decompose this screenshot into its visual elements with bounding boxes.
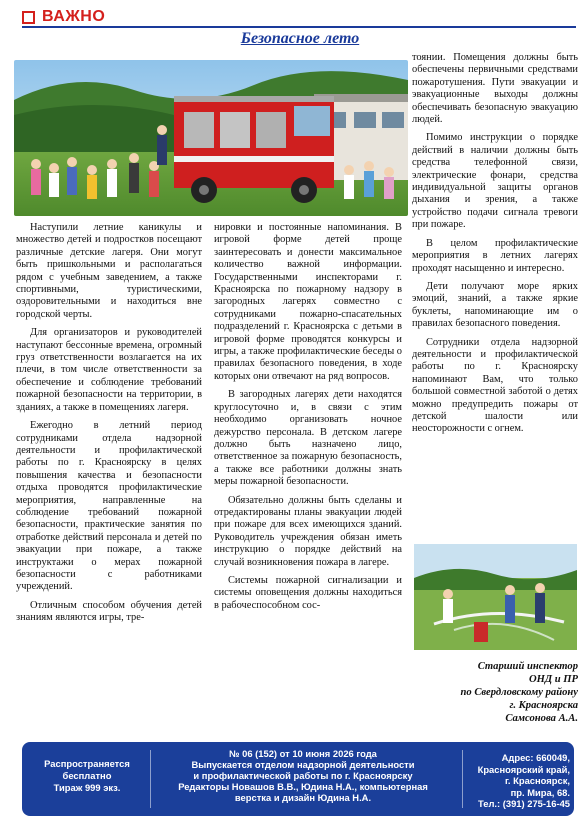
footer-line: Выпускается отделом надзорной деятельности xyxy=(191,759,415,770)
article-title: Безопасное лето xyxy=(240,30,360,47)
footer-publisher xyxy=(158,748,448,803)
signature-line: Старший инспектор xyxy=(477,661,578,672)
footer-line: Тираж 999 экз. xyxy=(53,782,121,793)
footer-line: Красноярский край, xyxy=(477,763,570,775)
footer-line: Редакторы Новашов В.В., Юдина Н.А., компьютерная xyxy=(178,781,428,792)
fire-truck-photo-image xyxy=(14,60,408,216)
article-column-2 xyxy=(214,222,402,730)
article-column-1 xyxy=(16,222,202,730)
signature-line: г. Красноярска xyxy=(509,700,578,711)
paragraph: нировки и постоянные напоминания. В игровой форме детей проще заинтересовать и донести максимальное количество важной информации. Государственными инспекторами г. Красноярска по пожарному надзору в загородных лагерях совместно с сотрудниками пожарно-спасательных подразделений г. Красноярска с детьми в игровой форме проводятся конкурсы и игры, а также профилактические беседы о правилах безопасного поведения, в ходе которых они отвечают на ряд вопросов. xyxy=(214,222,402,382)
paragraph: В целом профилактические мероприятия в летних лагерях проходят насыщенно и интересно. xyxy=(412,237,578,274)
author-signature xyxy=(412,660,578,725)
paragraph: Ежегодно в летний период сотрудниками отдела надзорной деятельности и профилактической работы по г. Красноярску в целях повышения качества и безопасности отдыха проводятся профилактические мероприятия, направленные на соблюдение требований пожарной безопасности, практические занятия по отработке действий персонала и детей по эвакуации при пожаре, а также инструктажи о мерах пожарной безопасности с работниками учреждений. xyxy=(16,420,202,593)
children-hose-photo xyxy=(414,544,577,650)
paragraph: Наступили летние каникулы и множество детей и подростков посещают различные детские лагеря. Они могут быть пришкольными и располагаться рядом с учебным заведением, а также спортивными, туристическими, оздоровительными и находиться вне городской черты. xyxy=(16,222,202,320)
article-column-3 xyxy=(412,52,578,540)
checkbox-square-icon xyxy=(22,11,35,24)
paragraph: В загородных лагерях дети находятся круглосуточно и, в связи с этим необходимо организовать ночное дежурство персонала. В детском лагере должно быть назначено лицо, ответственное за пожарную безопасность, а также все работники должны знать меры пожарной безопасности. xyxy=(214,389,402,488)
paragraph: Обязательно должны быть сделаны и отредактированы планы эвакуации людей при пожаре для всех имеющихся зданий. Руководитель учреждения обязан иметь инструкцию о порядке действий на случай возникновения пожара в лагере. xyxy=(214,494,402,568)
footer-imprint xyxy=(22,742,574,816)
section-header xyxy=(22,8,576,28)
signature-line: ОНД и ПР xyxy=(528,674,578,685)
footer-line: верстка и дизайн Юдина Н.А. xyxy=(234,792,372,803)
footer-line: № 06 (152) от 10 июня 2026 года xyxy=(229,748,377,759)
footer-line: Тел.: (391) 275-16-45 xyxy=(478,798,570,809)
footer-distribution xyxy=(32,758,142,794)
paragraph: Помимо инструкции о порядке действий в наличии должны быть средства телефонной связи, электрические фонари, средства индивидуальной защиты органов дыхания и зрения, а также устройство подачи сигнала тревоги при пожаре. xyxy=(412,132,578,231)
footer-line: Адрес: 660049, xyxy=(501,752,570,763)
footer-divider xyxy=(150,750,151,808)
section-label: ВАЖНО xyxy=(42,8,106,25)
footer-line: Распространяется xyxy=(44,758,130,769)
footer-line: и профилактической работы по г. Красноярску xyxy=(193,770,413,781)
footer-line: пр. Мира, 68. xyxy=(510,786,570,798)
paragraph: Сотрудники отдела надзорной деятельности и профилактической работы по г. Красноярску напоминают Вам, что только большой совместной заботой о детях можно предупредить пожары от детской шалости или неосторожности с огнем. xyxy=(412,336,578,435)
footer-line: бесплатно xyxy=(62,770,112,781)
signature-line: Самсонова А.А. xyxy=(505,713,578,724)
footer-address xyxy=(442,752,570,810)
children-hose-photo-image xyxy=(414,544,577,650)
paragraph: Отличным способом обучения детей знаниям являются игры, тре- xyxy=(16,599,202,624)
signature-line: по Свердловскому району xyxy=(460,687,578,698)
paragraph: тоянии. Помещения должны быть обеспечены первичными средствами пожаротушения. Пути эвакуации и эвакуационные выходы должны обеспечивать безопасную эвакуацию людей. xyxy=(412,52,578,126)
paragraph: Для организаторов и руководителей наступают бессонные времена, огромный груз ответственности возлагается на их плечи, в том числе ответственности за обеспечение и соблюдение требований пожарной безопасности на территории, в зданиях, а также в помещениях лагеря. xyxy=(16,327,202,413)
paragraph: Дети получают море ярких эмоций, знаний, а также яркие буклеты, напоминающие им о правилах безопасного поведения. xyxy=(412,280,578,330)
footer-line: г. Красноярск, xyxy=(504,775,570,786)
paragraph: Системы пожарной сигнализации и системы оповещения должны находиться в рабочеспособном сос- xyxy=(214,574,402,611)
fire-truck-photo xyxy=(14,60,408,216)
